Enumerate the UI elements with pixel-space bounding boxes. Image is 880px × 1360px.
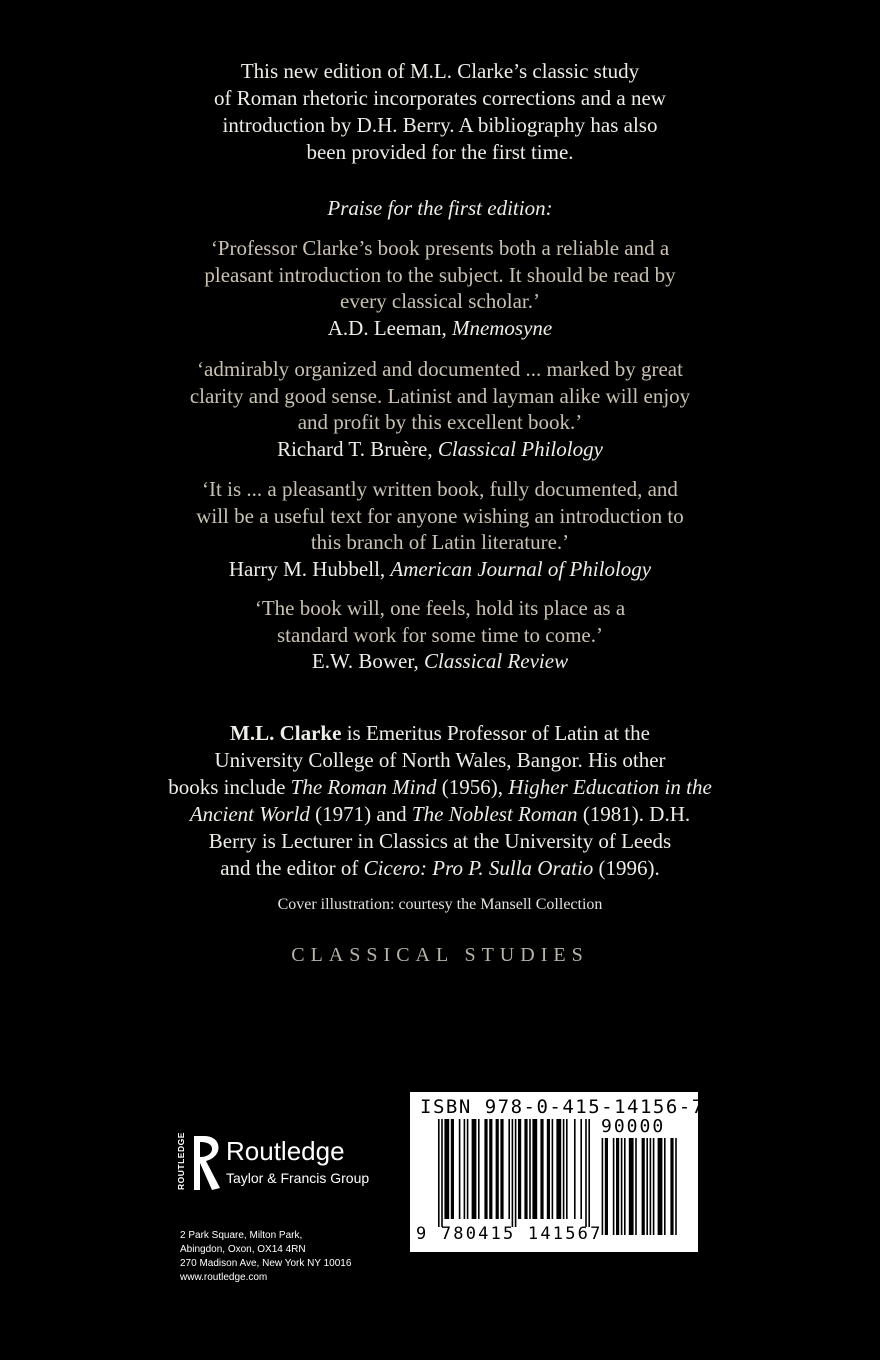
bio-text: is Emeritus Professor of Latin at the [341,721,650,745]
barcode-bar [472,1119,477,1219]
barcode-bar [508,1119,510,1219]
barcode-bar [616,1138,619,1235]
publisher-vertical-text: ROUTLEDGE [176,1132,186,1190]
barcode-bar [621,1138,623,1235]
address-line: Abingdon, Oxon, OX14 4RN [180,1244,306,1255]
barcode-bar [464,1119,466,1219]
barcode-bar [646,1138,648,1235]
publication-name: Classical Review [424,649,569,673]
barcode-bar [547,1119,550,1219]
barcode-bar [658,1138,663,1235]
publisher-logo [176,1134,396,1194]
publisher-group: Taylor & Francis Group [226,1170,370,1186]
barcode-bar [624,1138,626,1235]
publication-name: American Journal of Philology [390,556,652,581]
bio-text: (1971) and [309,802,412,826]
barcode-bar [552,1119,554,1219]
barcode-bar [459,1119,461,1219]
quote-source [150,648,730,675]
barcode-bar [650,1138,652,1235]
quote-line: standard work for some time to come.’ [277,622,603,647]
review-quote [150,595,730,675]
barcode-bar [613,1138,615,1235]
bio-line: Berry is Lecturer in Classics at the University of Leeds [208,829,672,853]
barcode-bar [532,1119,537,1219]
isbn-barcode [410,1092,705,1252]
barcode-bar [484,1119,487,1219]
barcode-bar [653,1138,655,1235]
book-title: Ancient World [189,802,310,826]
barcode-bar [574,1119,576,1219]
series-name: CLASSICAL STUDIES [291,944,589,966]
review-quote [150,235,730,341]
barcode-bar [588,1119,590,1227]
review-quote [150,476,730,582]
isbn-label: ISBN 978-0-415-14156-7 [420,1096,705,1118]
bio-text: and the editor of [220,856,364,880]
bio-line [160,801,720,828]
quote-line: ‘admirably organized and documented ... marked by great [197,357,683,381]
barcode-bar [563,1119,565,1219]
book-title: The Noblest Roman [411,802,578,826]
barcode-bar [515,1119,517,1227]
review-quote [150,356,730,462]
author-name: M.L. Clarke [230,721,342,745]
bio-line: University College of North Wales, Bangor. His other [214,748,666,772]
book-title: The Roman Mind [290,775,437,799]
reviewer-name: Richard T. Bruère, [277,436,433,461]
blurb [170,58,710,166]
reviewer-name: E.W. Bower, [311,649,419,673]
book-title: Cicero: Pro P. Sulla Oratio [363,856,594,880]
address-line: www.routledge.com [180,1272,268,1283]
barcode-bar [602,1138,604,1235]
publication-name: Classical Philology [437,436,603,461]
ean-digits: 9 780415 141567 [416,1224,603,1244]
barcode-bar [585,1119,587,1227]
reviewer-name: A.D. Leeman, [327,315,447,340]
bio-text: books include [168,775,291,799]
barcode-bar [675,1138,677,1235]
publisher-name: Routledge [226,1136,345,1166]
quote-line: this branch of Latin literature.’ [310,530,570,554]
barcode-bar [529,1119,531,1219]
publication-name: Mnemosyne [451,315,553,340]
routledge-r-icon [190,1134,224,1192]
bio-text: (1996). [593,856,660,880]
quote-line: ‘The book will, one feels, hold its place as a [254,596,626,620]
addon-digits: 90000 [601,1116,666,1137]
quote-source [150,315,730,342]
barcode-bar [524,1119,527,1219]
barcode-bar [580,1119,582,1219]
address-line: 2 Park Square, Milton Park, [180,1230,303,1241]
barcode-bar [444,1119,449,1219]
bio-line [160,774,720,801]
barcode-bar [642,1138,645,1235]
blurb-line: This new edition of M.L. Clarke’s classic study [240,59,640,83]
quote-line: clarity and good sense. Latinist and layman alike will enjoy [189,383,691,408]
barcode-bar [478,1119,480,1219]
blurb-line: been provided for the first time. [306,140,574,164]
quote-line: will be a useful text for anyone wishing an introduction to [196,503,684,528]
publisher-address [180,1229,410,1285]
quote-source [150,556,730,583]
quote-source [150,436,730,463]
barcode-bar [512,1119,514,1227]
barcode-bar [438,1119,440,1227]
quote-line: ‘Professor Clarke’s book presents both a reliable and a [210,236,670,260]
bio-text: (1981). D.H. [577,802,691,826]
quote-line: ‘It is ... a pleasantly written book, fully documented, and [202,477,678,501]
barcode-bar [489,1119,492,1219]
barcode-bar [441,1119,443,1227]
quote-line: every classical scholar.’ [340,289,540,313]
barcode-bar [635,1138,637,1235]
barcode-bar [664,1138,666,1235]
barcode-bar [556,1119,561,1219]
bio-line [160,855,720,882]
barcode-bar [518,1119,521,1219]
barcode-bar [605,1138,608,1235]
barcode-bar [670,1138,673,1235]
bio-line [160,720,720,747]
barcode-bar [451,1119,454,1219]
book-title: Higher Education in the [508,775,712,799]
barcode-bar [500,1119,503,1219]
reviewer-name: Harry M. Hubbell, [228,556,386,581]
barcode-bar [540,1119,543,1219]
barcode-bar [496,1119,499,1219]
barcode-bar [566,1119,568,1219]
bio-text: (1956), [436,775,509,799]
quote-line: and profit by this excellent book.’ [297,410,583,434]
barcode-bar [467,1119,469,1219]
cover-credit: Cover illustration: courtesy the Mansell Collection [277,896,603,913]
quote-line: pleasant introduction to the subject. It should be read by [204,262,676,287]
address-line: 270 Madison Ave, New York NY 10016 [180,1258,352,1269]
blurb-line: introduction by D.H. Berry. A bibliography has also [222,113,658,137]
blurb-line: of Roman rhetoric incorporates corrections and a new [214,86,666,110]
praise-heading: Praise for the first edition: [327,196,553,220]
barcode-bar [629,1138,634,1235]
author-bio [160,720,720,882]
